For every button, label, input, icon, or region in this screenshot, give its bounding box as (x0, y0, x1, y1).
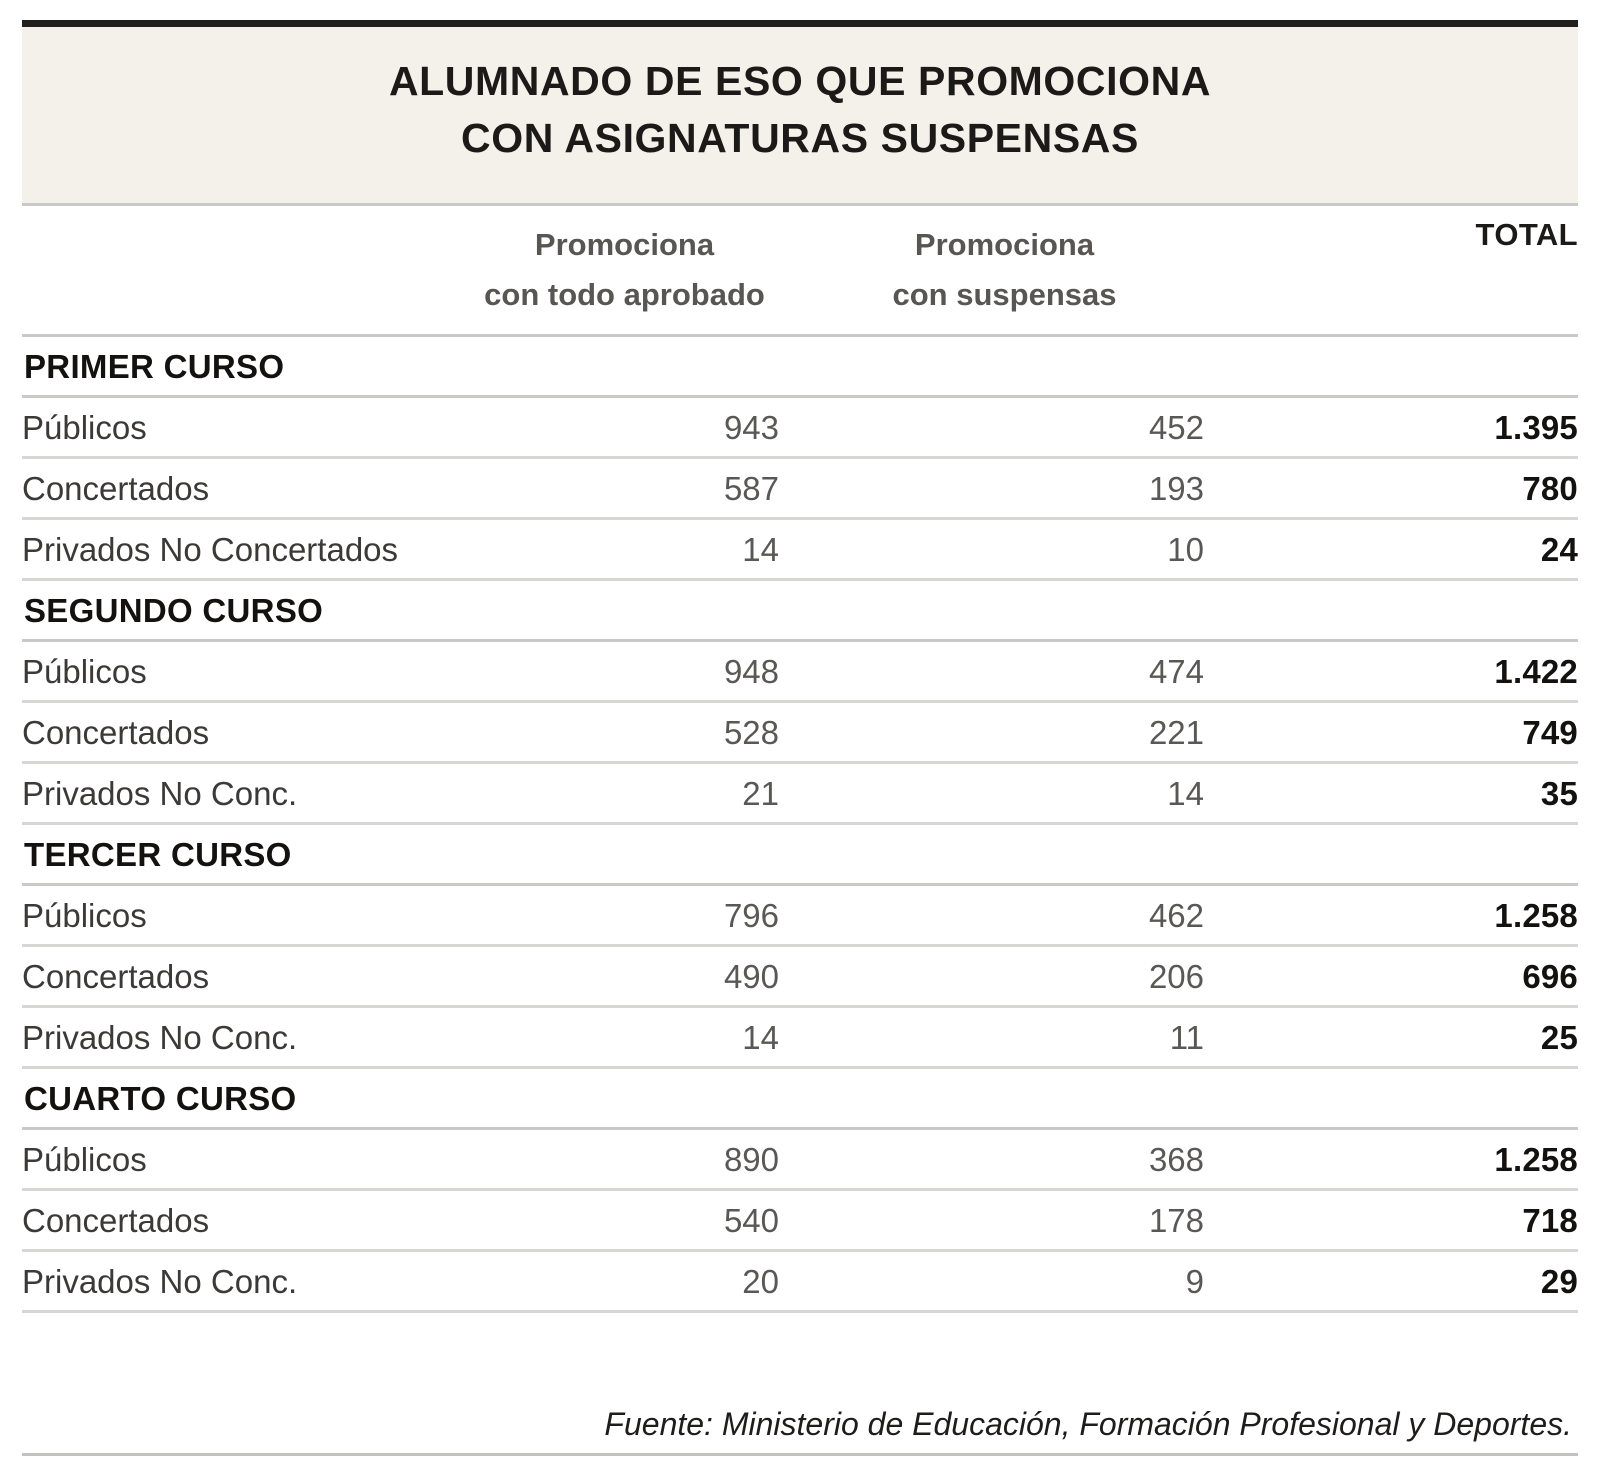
section-header-cell (22, 824, 1578, 885)
data-table (22, 206, 1578, 1313)
cell-total: 1.258 (1212, 885, 1578, 946)
table-row (22, 641, 1578, 702)
cell-aprobado: 943 (452, 397, 797, 458)
cell-aprobado: 21 (452, 763, 797, 824)
column-header-aprobado-line-2: con todo aprobado (484, 276, 765, 312)
section-header-row (22, 824, 1578, 885)
row-label: Concertados (22, 1190, 452, 1251)
row-label: Privados No Conc. (22, 763, 452, 824)
cell-aprobado: 540 (452, 1190, 797, 1251)
cell-total: 29 (1212, 1251, 1578, 1312)
section-title: SEGUNDO CURSO (24, 592, 324, 629)
cell-suspensas: 474 (797, 641, 1212, 702)
section-header-cell (22, 336, 1578, 397)
section-header-row (22, 580, 1578, 641)
row-label: Privados No Concertados (22, 519, 452, 580)
cell-suspensas: 368 (797, 1129, 1212, 1190)
column-header-aprobado-line-1: Promociona (534, 226, 715, 262)
column-header-total (1212, 206, 1578, 336)
row-label: Públicos (22, 397, 452, 458)
cell-aprobado: 14 (452, 1007, 797, 1068)
column-header-total-label: TOTAL (1475, 217, 1578, 252)
section-title: CUARTO CURSO (24, 1080, 297, 1117)
table-header-row (22, 206, 1578, 336)
page-title-line-2: CON ASIGNATURAS SUSPENSAS (461, 115, 1139, 162)
source-note: Fuente: Ministerio de Educación, Formación Profesional y Deportes. (604, 1406, 1572, 1442)
section-header-row (22, 336, 1578, 397)
section-header-row (22, 1068, 1578, 1129)
cell-suspensas: 193 (797, 458, 1212, 519)
cell-total: 35 (1212, 763, 1578, 824)
table-row (22, 1251, 1578, 1312)
cell-suspensas: 9 (797, 1251, 1212, 1312)
section-title: TERCER CURSO (24, 836, 292, 873)
section-header-cell (22, 1068, 1578, 1129)
section-title: PRIMER CURSO (24, 348, 285, 385)
title-band (22, 20, 1578, 206)
cell-aprobado: 948 (452, 641, 797, 702)
cell-suspensas: 462 (797, 885, 1212, 946)
table-row (22, 458, 1578, 519)
cell-suspensas: 14 (797, 763, 1212, 824)
column-header-suspensas-line-2: con suspensas (892, 276, 1117, 312)
cell-aprobado: 528 (452, 702, 797, 763)
cell-total: 24 (1212, 519, 1578, 580)
cell-suspensas: 221 (797, 702, 1212, 763)
cell-total: 25 (1212, 1007, 1578, 1068)
cell-suspensas: 11 (797, 1007, 1212, 1068)
table-row (22, 1007, 1578, 1068)
table-row (22, 702, 1578, 763)
cell-aprobado: 890 (452, 1129, 797, 1190)
column-header-aprobado (452, 206, 797, 336)
column-header-suspensas (797, 206, 1212, 336)
cell-total: 696 (1212, 946, 1578, 1007)
page-title-line-1: ALUMNADO DE ESO QUE PROMOCIONA (388, 58, 1212, 104)
cell-suspensas: 206 (797, 946, 1212, 1007)
row-label: Concertados (22, 702, 452, 763)
table-row (22, 519, 1578, 580)
column-header-label (22, 206, 452, 336)
cell-aprobado: 796 (452, 885, 797, 946)
cell-aprobado: 587 (452, 458, 797, 519)
section-header-cell (22, 580, 1578, 641)
row-label: Públicos (22, 1129, 452, 1190)
column-header-suspensas-line-1: Promociona (914, 226, 1095, 262)
row-label: Privados No Conc. (22, 1251, 452, 1312)
table-row (22, 885, 1578, 946)
cell-aprobado: 20 (452, 1251, 797, 1312)
cell-total: 718 (1212, 1190, 1578, 1251)
table-row (22, 1190, 1578, 1251)
table-row (22, 1129, 1578, 1190)
row-label: Concertados (22, 946, 452, 1007)
row-label: Públicos (22, 885, 452, 946)
cell-total: 1.395 (1212, 397, 1578, 458)
cell-suspensas: 10 (797, 519, 1212, 580)
row-label: Privados No Conc. (22, 1007, 452, 1068)
infographic-table-sheet (0, 20, 1600, 1470)
row-label: Públicos (22, 641, 452, 702)
table-row (22, 397, 1578, 458)
row-label: Concertados (22, 458, 452, 519)
cell-suspensas: 452 (797, 397, 1212, 458)
footer (22, 1406, 1578, 1456)
table-body (22, 336, 1578, 1312)
table-row (22, 946, 1578, 1007)
table-row (22, 763, 1578, 824)
cell-total: 1.258 (1212, 1129, 1578, 1190)
cell-total: 1.422 (1212, 641, 1578, 702)
cell-total: 749 (1212, 702, 1578, 763)
cell-total: 780 (1212, 458, 1578, 519)
cell-aprobado: 14 (452, 519, 797, 580)
cell-suspensas: 178 (797, 1190, 1212, 1251)
cell-aprobado: 490 (452, 946, 797, 1007)
